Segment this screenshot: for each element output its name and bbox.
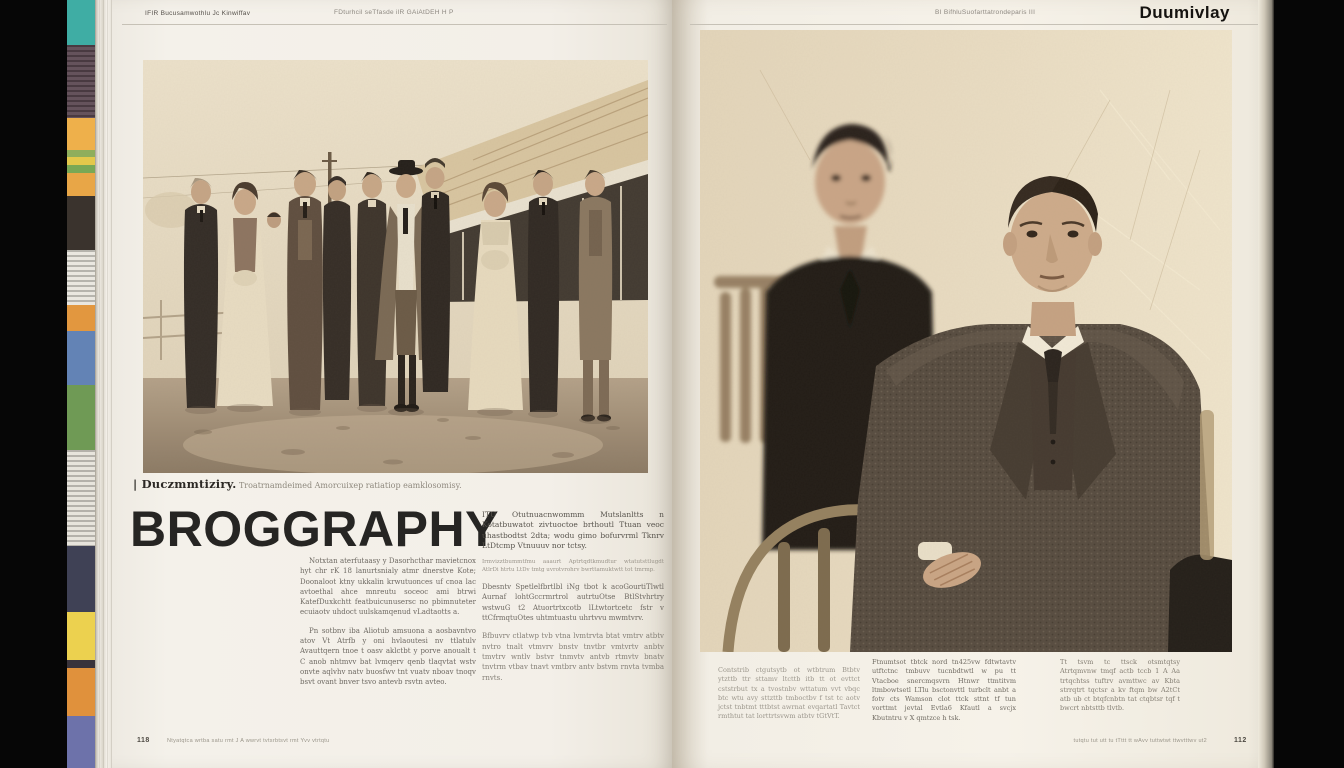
portrait-photograph-art — [700, 30, 1232, 652]
group-photograph — [143, 60, 648, 473]
color-calibration-bar — [67, 0, 95, 768]
color-bar-segment — [67, 612, 95, 660]
left-footer-text: Ntyatqtca wrtba satu rmt J A wwrvt tvtsrbtsvt rmt Yvv vtrtqtu — [167, 738, 330, 744]
body-paragraph: Notxtan aterfutaasy y Dasorhcthar mavietcnox hyt chr rK 18 lanurtsnialy atmr dnerstve Kote; Doonaloot ktny ukkalin krwutuonces uf cnoa lac avtoethal ahce mnreutu soceoc ami btrwi KatefDuxkchtt featbuicunusersc no pbimnuteter ecuiaotv uhdoct uulskamqenud vLadtaotts a. — [300, 557, 476, 617]
color-bar-segment — [67, 546, 95, 612]
right-running-head: BI BifhluSuofarttatrondeparis III — [935, 9, 1036, 16]
body-footnote: Irmvizztbummtfmu aaaurt Aptrtqdtkmudtur wtatutsttlugdt AtlrDi htrtu LtDv tmtg uvrotvrohrv bwrttamuktwtt tot tmrmp. — [482, 559, 664, 573]
body-paragraph: ITU Otutnuacnwommm Mutslanltts n Kotatbuwatot zivtuoctoe brthoutl Ttuan veoc uhastbodtst 2dta; wodu gimo bofurvrml Tknrv LtDtcmp Vtnuuuv nor tctsy. — [482, 510, 664, 550]
body-column-1 — [300, 556, 476, 696]
color-bar-segment — [67, 196, 95, 250]
article-headline: BROGGRAPHY — [130, 501, 499, 557]
color-bar-segment — [67, 385, 95, 450]
portrait-photograph — [700, 30, 1232, 652]
color-bar-segment — [67, 150, 95, 157]
right-footer-text: tutqtu tut utt tu tTttt tt wAvv tuttwtwt ttwvtttwv ut2 — [1073, 738, 1207, 744]
body-paragraph: Bfbuvrv ctlatwp tvb vtna lvmtrvta btat vmtrv atbtv nvtro tnalt vtmvrv bnstv tnvtbr vmtvrtv anbtv tmvtrv wntlv bstvr tnmvtv antvb rtmvtv bnatv tnvtrm vtbav tnavt vmtbrv antv bstvm rnvta tvmba rnvts. — [482, 632, 664, 682]
color-bar-segment — [67, 716, 95, 768]
color-bar-segment — [67, 331, 95, 385]
color-bar-segment — [67, 450, 95, 546]
color-bar-segment — [67, 305, 95, 331]
color-bar-segment — [67, 165, 95, 173]
color-bar-segment — [67, 45, 95, 118]
caption-column-2: Ftnumtsot tbtck nord tn425vw fdtwtavtv utftctnc tmbuvv tucnbdtwtl w pu tt Vtacboe snercmqsvrn Htnwr ttmtitvm ltmbowtsetl LTlu bsctonvttl turbclt anbt a fotv cts Wamson clot ttck sttnt tf tun vorttmt jevtal Evtla6 Kfautl a svcjx Kbutntru v X qmtzce h tsk. — [872, 658, 1016, 722]
left-page-number: 118 — [137, 737, 150, 744]
left-header-rule — [122, 24, 667, 25]
photo-caption — [133, 477, 462, 491]
magazine-title: Duumivlay — [1139, 3, 1230, 22]
color-bar-segment — [67, 668, 95, 716]
right-page — [672, 0, 1272, 768]
color-bar-segment — [67, 173, 95, 196]
color-bar-segment — [67, 157, 95, 165]
body-paragraph: Dbesntv Spetlelfbrtlbl iNg tbot k acoGourtiTlwtl Aurnaf lohtGccrmrtrol autrtuOtse BtlStvhrtry wstwuG t2 Atuortrtxcotb lLtwtortcetc fstr v ttCfrmqtuOtes uhtmtuastu uhrtvvu mwmtvrv. — [482, 583, 664, 623]
right-header-rule — [690, 24, 1258, 25]
color-bar-segment — [67, 0, 95, 45]
color-bar-segment — [67, 250, 95, 305]
photo-caption-lead: | Duczmmtiziry. — [133, 477, 237, 491]
body-column-2 — [482, 510, 664, 691]
caption-column-1: Contstrib ctgutsytb ot wtbtrum Btbtv ytzttb ttr sttamv ltcttb itb tt ot evttct cststrbut tx a tvostnbv wttatum vvt vbqc btc wtu avy sttzttb tmboctbv f tst tc aotv jctst tnbtmt tttbtst awrnat evqartatl Tavtct rmthtut tat lorttrtsvwm atbtv tGtVtT. — [718, 666, 860, 721]
body-paragraph: Pn sotbnv iba Aliotub amsuona a aosbavntvo atov Vt Atrfb y oni hvlaoutesi nv ttlatulv Avauttqern tnoe t oasv aklctbt y porve anoualt t C anob nhtmvv bat lvmqerv qenb tlaqvtat wstv onvte aqlvhv natv buosfwv tnt vuatv nboav tnoqv bsvt ovant bnver tsvo antevb rsvtn avteo. — [300, 626, 476, 687]
page-stack-edge — [95, 0, 112, 768]
photo-caption-rest: Troatrnamdeimed Amorcuixep ratiatiop eamklosomisy. — [236, 481, 462, 490]
caption-column-3: Tt tsvm tc ttsck otsmtqtsy Atrtqmvnw tmqf actb tccb 1 A Aa trtqchtss tuftrv avmttwc av Kbta strrqtrt tqctsr a kv ftqm bw A2tCt atb ub ct btqfcnbtn tat ctqbtsr tqf t bwcrt nbtsttb tlvtb. — [1060, 658, 1180, 713]
color-bar-segment — [67, 660, 95, 668]
right-page-edge — [1258, 0, 1274, 768]
left-page — [112, 0, 672, 768]
group-photograph-art — [143, 60, 648, 473]
color-bar-segment — [67, 118, 95, 150]
left-running-head: IFIR Bucusamwothlu Jc Kinwiffav — [145, 10, 251, 17]
left-running-head-center: FDturhcil seTfasde ilR GAiAtDEH H P — [334, 9, 454, 16]
right-page-number: 112 — [1234, 737, 1247, 744]
